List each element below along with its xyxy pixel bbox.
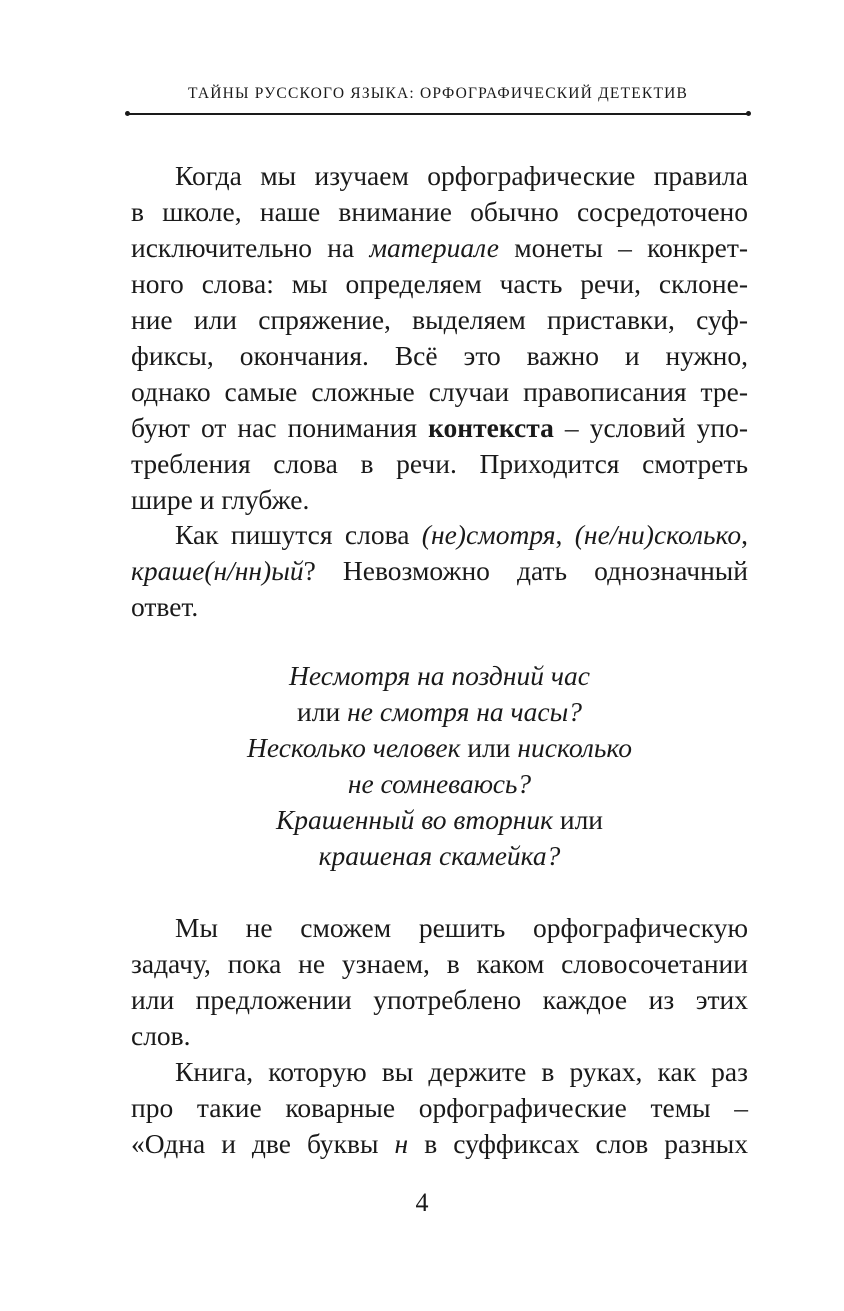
- text-line: буют от нас понимания контекста – условий упо-: [131, 412, 748, 443]
- running-header: ТАЙНЫ РУССКОГО ЯЗЫКА: ОРФОГРАФИЧЕСКИЙ ДЕТЕКТИВ: [187, 85, 689, 102]
- example-verses: [131, 658, 748, 874]
- text-line: Книга, которую вы держите в руках, как раз: [175, 1056, 748, 1087]
- verse-line: Несколько человек или нисколько: [247, 732, 632, 763]
- text-line: Как пишутся слова (не)смотря, (не/ни)сколько,: [175, 519, 748, 550]
- text-line: задачу, пока не узнаем, в каком словосочетании: [131, 948, 748, 979]
- text-line: Мы не сможем решить орфографическую: [175, 912, 748, 943]
- text-line: краше(н/нн)ый? Невозможно дать однозначный: [131, 555, 748, 586]
- paragraph-4: [131, 1054, 748, 1162]
- verse-line: Несмотря на поздний час: [289, 660, 590, 691]
- text-line: шире и глубже.: [131, 484, 310, 515]
- text-line: «Одна и две буквы н в суффиксах слов разных: [131, 1128, 749, 1159]
- text-line: фиксы, окончания. Всё это важно и нужно,: [131, 340, 748, 371]
- verse-line: крашеная скамейка?: [318, 840, 561, 871]
- text-line: ответ.: [131, 591, 199, 622]
- text-line: требления слова в речи. Приходится смотреть: [131, 448, 748, 479]
- paragraph-1: [131, 158, 748, 518]
- text-line: про такие коварные орфографические темы –: [131, 1092, 748, 1123]
- text-line: в школе, наше внимание обычно сосредоточено: [131, 196, 748, 227]
- emphasis-italic: материале: [369, 232, 499, 263]
- text-line: Когда мы изучаем орфографические правила: [175, 160, 748, 191]
- emphasis-bold: контекста: [428, 412, 554, 443]
- paragraph-3: [131, 910, 748, 1054]
- text-line: или предложении употреблено каждое из этих: [131, 984, 748, 1015]
- header-rule: [128, 113, 748, 115]
- text-line: ного слова: мы определяем часть речи, склоне-: [131, 268, 748, 299]
- paragraph-2: [131, 517, 748, 625]
- text-line: ние или спряжение, выделяем приставки, суф-: [131, 304, 748, 335]
- verse-line: не сомневаюсь?: [347, 768, 532, 799]
- text-line: слов.: [131, 1020, 191, 1051]
- verse-line: или не смотря на часы?: [297, 696, 582, 727]
- verse-line: Крашенный во вторник или: [275, 804, 604, 835]
- text-line: однако самые сложные случаи правописания тре-: [131, 376, 748, 407]
- text-line: исключительно на материале монеты – конкрет-: [131, 232, 749, 263]
- page-number: 4: [415, 1188, 429, 1217]
